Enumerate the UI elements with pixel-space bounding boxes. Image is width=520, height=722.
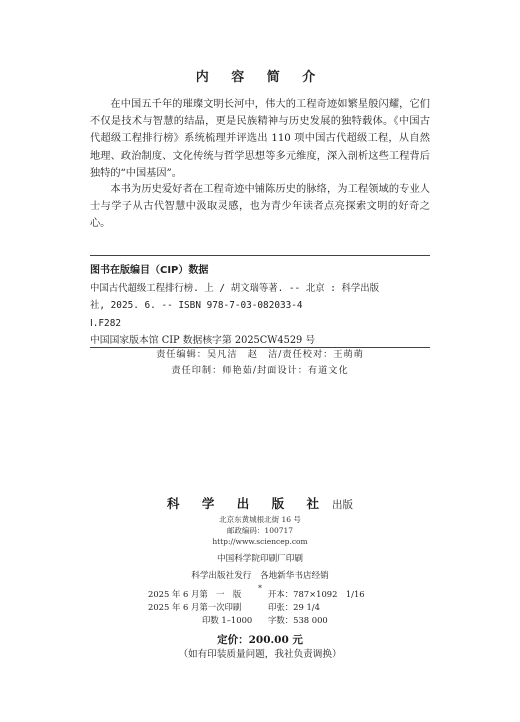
publication-specs xyxy=(0,588,520,627)
publisher-block xyxy=(0,494,520,593)
cip-heading: 图书在版编目（CIP）数据 xyxy=(90,265,209,276)
intro-paragraph-1-text: 在中国五千年的璀璨文明长河中，伟大的工程奇迹如繁星般闪耀，它们不仅是技术与智慧的结晶，更是民族精神与历史发展的独特载体。《中国古代超级工程排行榜》系统梳理并评选出 110 项中国古代超级工程，从自然地理、政治制度、文化传统与哲学思想等多元维度，深入剖析这些工程背后独特的“中国基因”。 xyxy=(90,99,430,179)
specs-row-2 xyxy=(0,601,520,614)
distribution-line: 科学出版社发行 各地新华书店经销 xyxy=(191,571,329,581)
specs-row-1 xyxy=(0,588,520,601)
edition-info: 2025 年 6 月第 一 版 xyxy=(148,589,242,599)
publisher-name-suffix: 出版 xyxy=(331,499,353,511)
cip-record-number: 中国国家版本馆 CIP 数据核字第 2025CW4529 号 xyxy=(90,335,316,346)
word-count-info: 字数：538 000 xyxy=(268,615,328,625)
publisher-address: 北京东黄城根北街 16 号 xyxy=(219,515,301,524)
publisher-website: http://www.sciencep.com xyxy=(212,537,308,546)
specs-row-3 xyxy=(0,614,520,627)
format-info: 开本：787×1092 1/16 xyxy=(268,589,365,599)
cip-entry-line-2: 社, 2025. 6. -- ISBN 978-7-03-082033-4 xyxy=(90,300,303,311)
publisher-logo-name: 科 学 出 版 社 xyxy=(167,496,328,511)
printer-line: 中国科学院印刷厂印刷 xyxy=(217,554,303,564)
intro-paragraph-1 xyxy=(90,96,430,182)
publisher-postcode: 邮政编码：100717 xyxy=(226,526,294,535)
cip-block xyxy=(90,262,430,350)
intro-title: 内 容 简 介 xyxy=(195,70,325,85)
printing-info: 2025 年 6 月第一次印刷 xyxy=(148,602,242,612)
editor-credits-line-2: 责任印制：师艳茹/封面设计：有道文化 xyxy=(171,365,349,376)
cip-entry-line-1: 中国古代超级工程排行榜. 上 / 胡文瑞等著. -- 北京 : 科学出版 xyxy=(90,282,380,294)
separator-star: * xyxy=(258,584,262,593)
editor-credits-line-1: 责任编辑：吴凡洁 赵 洁/责任校对：王萌萌 xyxy=(156,349,364,360)
quality-note: （如有印装质量问题，我社负责调换） xyxy=(178,649,342,660)
editor-credits xyxy=(0,347,520,379)
intro-paragraph-2-text: 本书为历史爱好者在工程奇迹中铺陈历史的脉络，为工程领域的专业人士与学子从古代智慧中汲取灵感，也为青少年读者点亮探索文明的好奇之心。 xyxy=(90,184,430,230)
print-run-info: 印数 1–1000 xyxy=(202,615,253,625)
sheets-info: 印张：29 1/4 xyxy=(268,602,320,612)
cip-classification: Ⅰ.F282 xyxy=(90,317,121,329)
price: 定价：200.00 元 xyxy=(217,634,303,646)
cip-top-divider xyxy=(90,255,430,256)
publisher-name-line xyxy=(0,494,520,514)
intro-paragraph-2 xyxy=(90,181,430,233)
